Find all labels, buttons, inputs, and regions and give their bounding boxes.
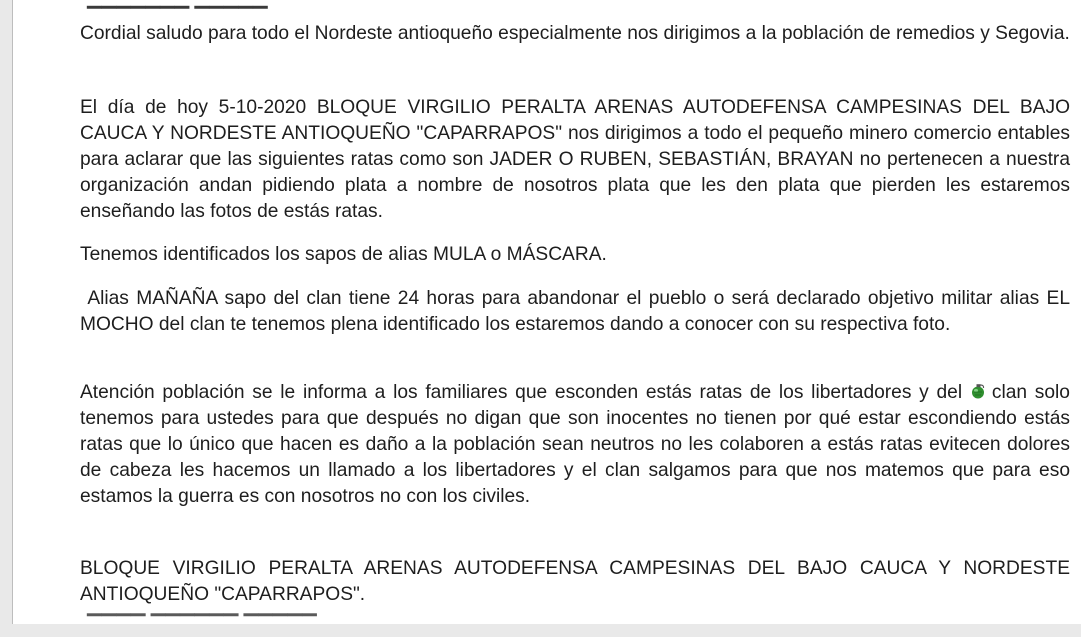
cropped-bottom-line: ▔▔▔▔ ▔▔▔▔▔▔ ▔▔▔▔▔ xyxy=(87,615,317,636)
paragraph-statement: El día de hoy 5-10-2020 BLOQUE VIRGILIO PERALTA ARENAS AUTODEFENSA CAMPESINAS DEL BAJO CAUCA Y NORDESTE ANTIOQUEÑO "CAPARRAPOS" nos dirigimos a todo el pequeño minero comercio entables para aclarar que las siguientes ratas como son JADER O RUBEN, SEBASTIÁN, BRAYAN no pertenecen a nuestra organización andan pidiendo plata a nombre de nosotros plata que les den plata que pierden les estaremos enseñando las fotos de estás ratas. xyxy=(80,97,1070,222)
paragraph-warning xyxy=(80,380,1070,510)
paragraph-signature: BLOQUE VIRGILIO PERALTA ARENAS AUTODEFENSA CAMPESINAS DEL BAJO CAUCA Y NORDESTE ANTIOQUEÑO "CAPARRAPOS". xyxy=(80,558,1070,605)
paragraph-identified: Tenemos identificados los sapos de alias MULA o MÁSCARA. xyxy=(80,244,607,265)
paragraph-warning-end: clan solo tenemos para ustedes para que después no digan que son inocentes no tienen por qué estar escondiendo estás ratas que lo único que hacen es daño a la población sean neutros no les colaboren a estás ratas evitecen dolores de cabeza les hacemos un llamado a los libertadores y el clan salgamos para que nos matemos que para eso estamos la guerra es con nosotros no con los civiles. xyxy=(80,382,1070,507)
document-page xyxy=(12,0,1081,636)
paragraph-ultimatum xyxy=(80,286,1076,338)
cropped-top-line xyxy=(87,0,987,9)
grenade-icon xyxy=(970,381,986,397)
paragraph-warning-start: Atención población se le informa a los familiares que esconden estás ratas de los libertadores y del xyxy=(80,382,963,403)
paragraph-greeting: Cordial saludo para todo el Nordeste antioqueño especialmente nos dirigimos a la población de remedios y Segovia. xyxy=(80,23,1070,44)
paragraph-ultimatum-text: Alias MAÑAÑA sapo del clan tiene 24 horas para abandonar el pueblo o será declarado objetivo militar alias EL MOCHO del clan te tenemos plena identificado los estaremos dando a conocer con su respectiva foto. xyxy=(80,288,1076,335)
